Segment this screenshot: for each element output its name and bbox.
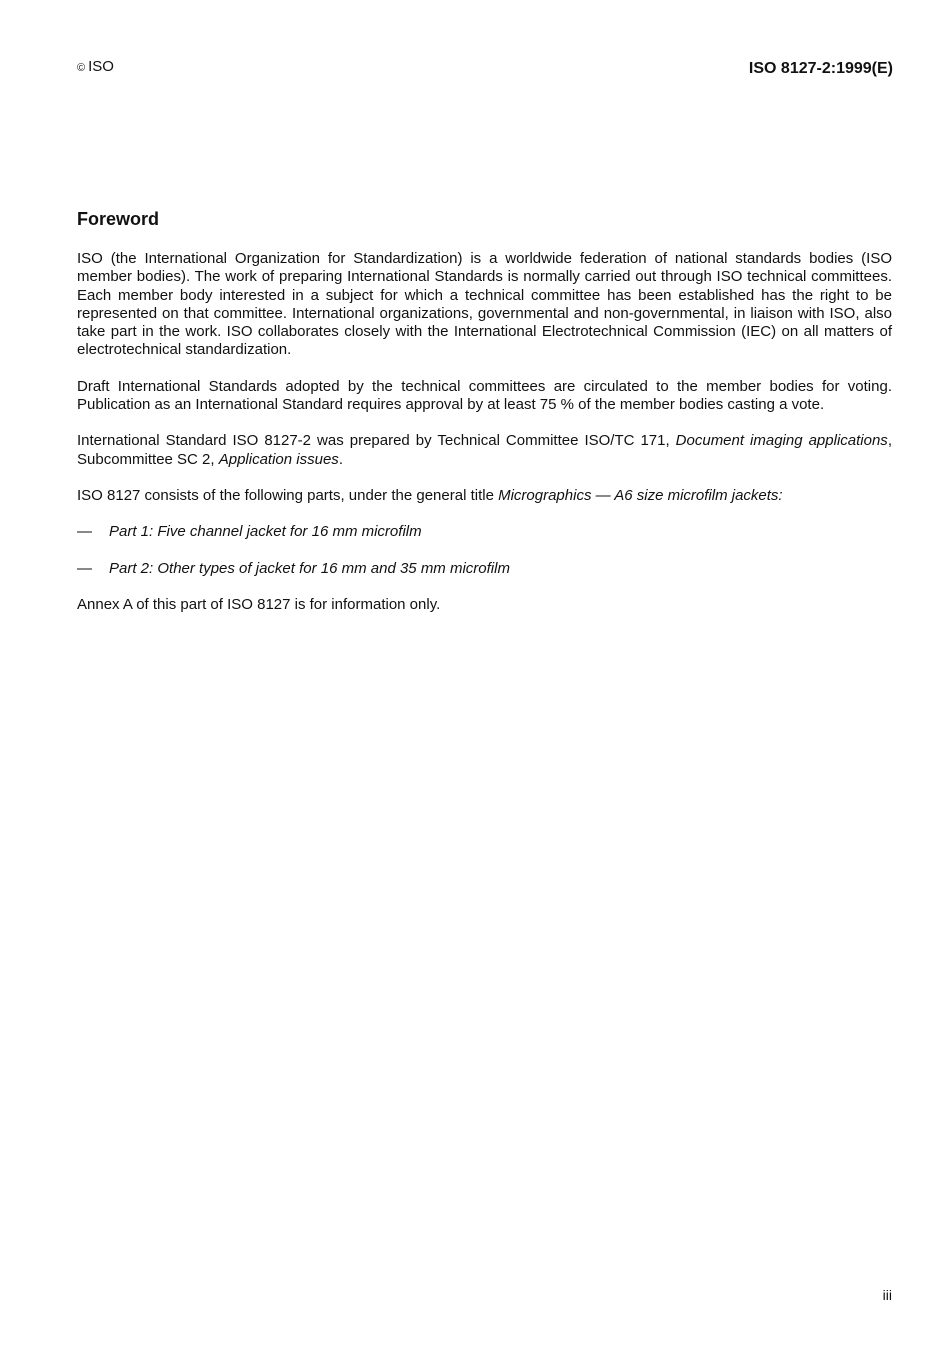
list-item: [77, 560, 892, 578]
paragraph-preparation: [77, 432, 892, 469]
paragraph-draft-standards: Draft International Standards adopted by the technical committees are circulated to the member bodies for voting. Publication as an International Standard requires approval by at least 75 % of the member bodies casting a vote.: [77, 377, 892, 414]
preparation-text-3: .: [338, 450, 343, 468]
subcommittee-title: Application issues: [218, 450, 339, 468]
paragraph-iso-intro: ISO (the International Organization for Standardization) is a worldwide federation of national standards bodies (ISO member bodies). The work of preparing International Standards is normally carried out through ISO technical committees. Each member body interested in a subject for which a technical committee has been established has the right to be represented on that committee. International organizations, governmental and non-governmental, in liaison with ISO, also take part in the work. ISO collaborates closely with the International Electrotechnical Commission (IEC) on all matters of electrotechnical standardization.: [77, 250, 892, 359]
preparation-text-1: International Standard ISO 8127-2 was prepared by Technical Committee ISO/TC 171,: [77, 432, 676, 450]
list-dash: —: [77, 559, 92, 577]
committee-title: Document imaging applications: [675, 432, 888, 450]
list-item-text: Part 2: Other types of jacket for 16 mm and 35 mm microfilm: [109, 559, 510, 577]
page-number: iii: [882, 1287, 892, 1303]
list-item-text: Part 1: Five channel jacket for 16 mm microfilm: [109, 523, 422, 541]
header-copyright: [77, 58, 114, 77]
list-item: [77, 523, 892, 541]
paragraph-parts-intro: [77, 487, 892, 505]
page-title: Foreword: [77, 209, 160, 229]
preparation-text-2: , Subcommittee SC 2,: [77, 432, 892, 468]
paragraph-annex: Annex A of this part of ISO 8127 is for information only.: [77, 595, 441, 613]
publisher-name: ISO: [88, 58, 114, 75]
foreword-body: [77, 250, 892, 632]
document-id: ISO 8127-2:1999(E): [748, 60, 893, 77]
general-title: Micrographics — A6 size microfilm jackets:: [498, 486, 783, 504]
list-dash: —: [77, 523, 92, 541]
parts-intro-text: ISO 8127 consists of the following parts, under the general title: [77, 486, 499, 504]
copyright-symbol: ©: [77, 62, 86, 74]
